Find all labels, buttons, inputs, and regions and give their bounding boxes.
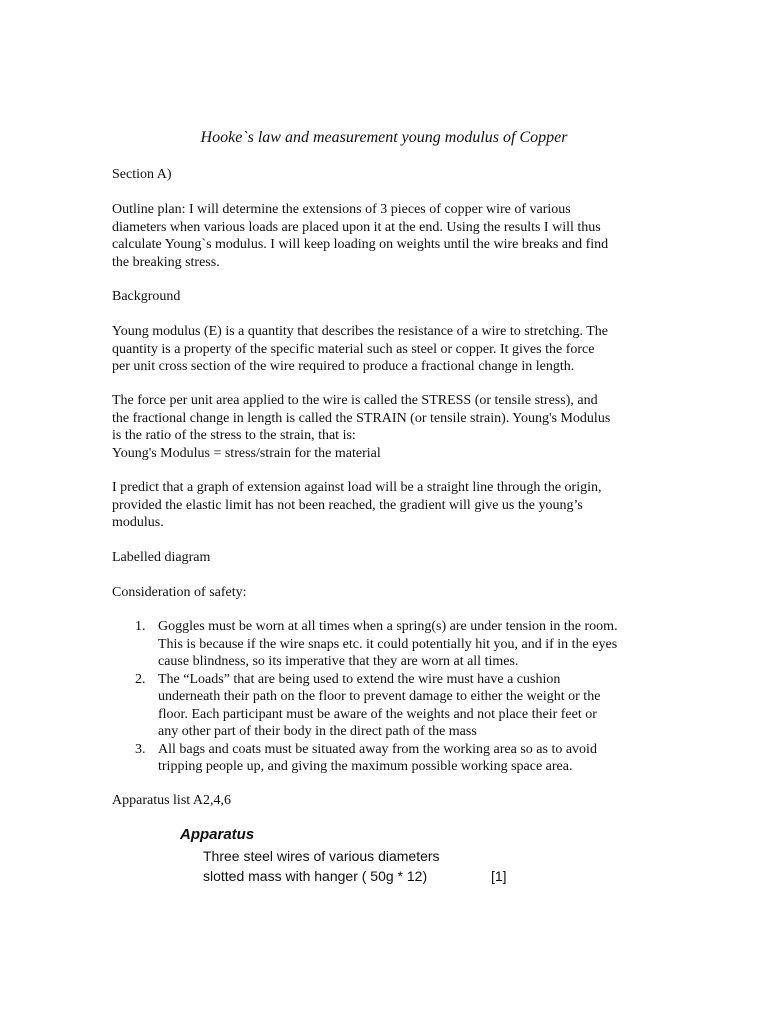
outline-line-2: diameters when various loads are placed upon it at the end. Using the results I will thus xyxy=(112,219,601,235)
background-p1-line-2: quantity is a property of the specific material such as steel or copper. It gives the force xyxy=(112,341,595,357)
safety-item-line: floor. Each participant must be aware of the weights and not place their feet or xyxy=(158,706,597,722)
section-label: Section A) xyxy=(112,167,172,182)
safety-item-number: 1. xyxy=(135,619,146,634)
apparatus-reference: [1] xyxy=(491,868,507,884)
background-p1-line-1: Young modulus (E) is a quantity that describes the resistance of a wire to stretching. The xyxy=(112,324,608,339)
background-heading: Background xyxy=(112,289,181,304)
apparatus-list-label: Apparatus list A2,4,6 xyxy=(112,793,231,808)
safety-item-line: underneath their path on the floor to prevent damage to either the weight or the xyxy=(158,689,601,704)
background-p2-line-3: is the ratio of the stress to the strain, that is: xyxy=(112,428,356,443)
safety-heading: Consideration of safety: xyxy=(112,585,247,600)
safety-list xyxy=(112,618,672,776)
outline-line-4: the breaking stress. xyxy=(112,254,220,270)
safety-item-line: This is because if the wire snaps etc. it could potentially hit you, and if in the eyes xyxy=(158,636,618,652)
apparatus-item-wires: Three steel wires of various diameters xyxy=(203,848,440,864)
safety-item-number: 2. xyxy=(135,671,146,687)
diagram-heading: Labelled diagram xyxy=(112,550,211,565)
safety-item xyxy=(112,671,672,741)
background-p1-line-3: per unit cross section of the wire required to produce a fractional change in length. xyxy=(112,359,575,374)
safety-item-line: All bags and coats must be situated away from the working area so as to avoid xyxy=(158,741,597,757)
safety-item-number: 3. xyxy=(135,741,146,757)
safety-item xyxy=(112,741,672,776)
prediction-line-1: I predict that a graph of extension against load will be a straight line through the origin, xyxy=(112,480,602,495)
prediction-line-2: provided the elastic limit has not been reached, the gradient will give us the young’s xyxy=(112,497,583,513)
safety-item-line: cause blindness, so its imperative that they are worn at all times. xyxy=(158,654,519,669)
youngs-modulus-formula: Young's Modulus = stress/strain for the material xyxy=(112,445,381,461)
background-p2-line-2: the fractional change in length is called the STRAIN (or tensile strain). Young's Modulus xyxy=(112,410,611,426)
safety-item-line: tripping people up, and giving the maximum possible working space area. xyxy=(158,759,573,774)
prediction-line-3: modulus. xyxy=(112,515,164,530)
apparatus-item-mass: slotted mass with hanger ( 50g * 12) xyxy=(203,868,428,884)
safety-item xyxy=(112,618,672,671)
background-p2-line-1: The force per unit area applied to the wire is called the STRESS (or tensile stress), and xyxy=(112,393,598,408)
document-title: Hooke`s law and measurement young modulus of Copper xyxy=(200,129,568,146)
safety-item-line: Goggles must be worn at all times when a spring(s) are under tension in the room. xyxy=(158,619,618,634)
safety-item-line: any other part of their body in the direct path of the mass xyxy=(158,724,477,739)
apparatus-heading: Apparatus xyxy=(180,826,255,843)
outline-line-1: Outline plan: I will determine the extensions of 3 pieces of copper wire of various xyxy=(112,202,571,217)
safety-item-line: The “Loads” that are being used to extend the wire must have a cushion xyxy=(158,671,561,687)
outline-line-3: calculate Young`s modulus. I will keep loading on weights until the wire breaks and find xyxy=(112,237,609,252)
